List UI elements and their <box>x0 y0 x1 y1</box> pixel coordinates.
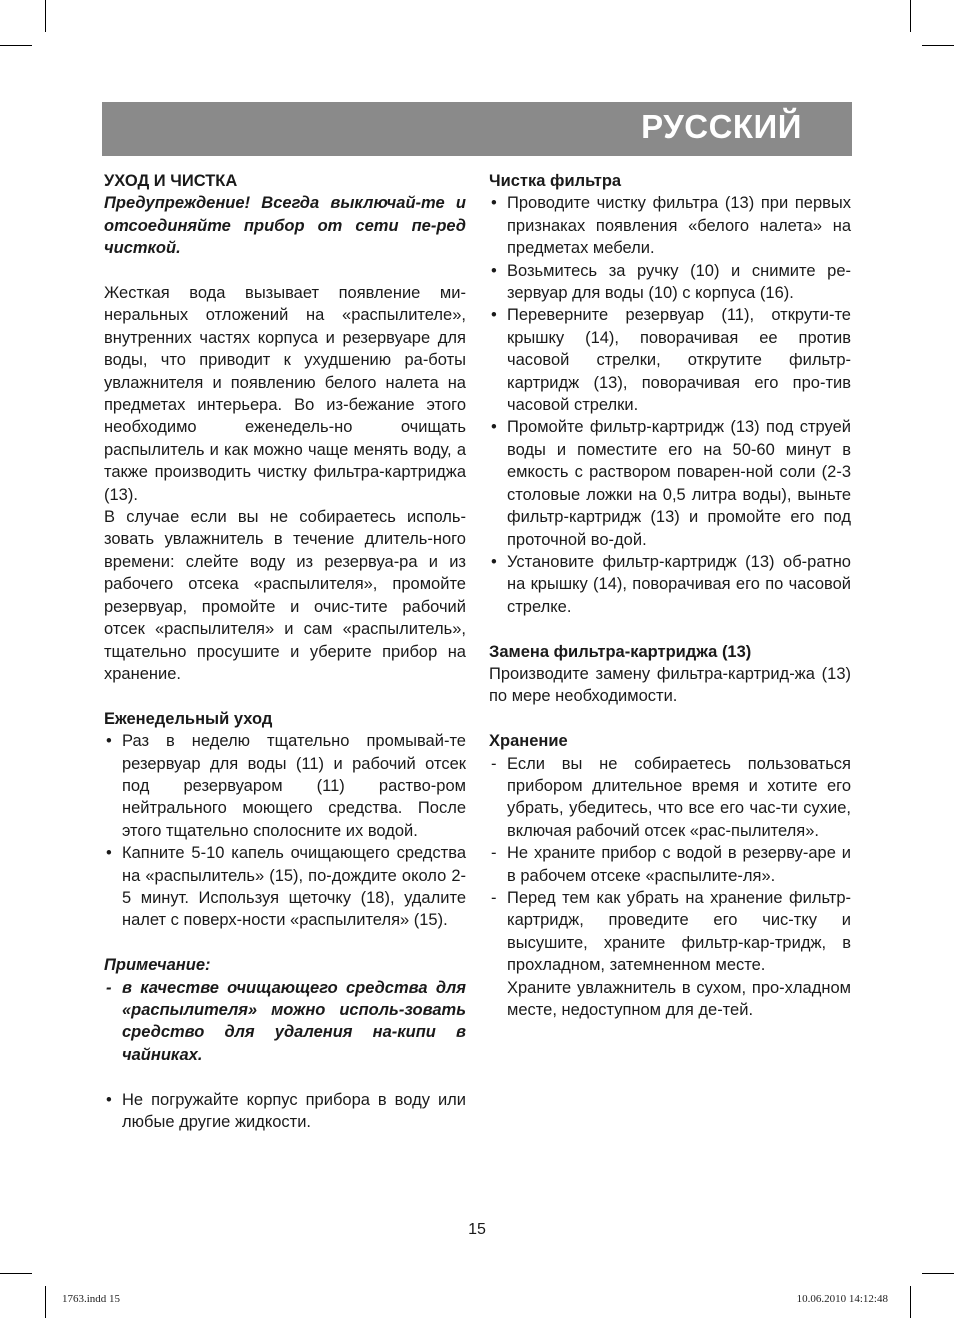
list-item: - Перед тем как убрать на хранение фильтр-картридж, проведите его чис-тку и высушите, храните фильтр-кар-тридж, в прохладном, затемненном месте. <box>491 888 851 975</box>
list-item: • Возьмитесь за ручку (10) и снимите ре-зервуар для воды (10) с корпуса (16). <box>491 261 851 303</box>
bullet-marker: • <box>491 418 497 437</box>
list-item: - в качестве очищающего средства для «распылителя» можно исполь-зовать средство для удаления на-кипи в чайниках. <box>106 978 466 1064</box>
storage-title: Хранение <box>489 732 568 751</box>
page-title: РУССКИЙ <box>641 108 802 145</box>
crop-mark <box>922 45 954 46</box>
left-column <box>104 170 466 1133</box>
list-item: • Не погружайте корпус прибора в воду или любые другие жидкости. <box>106 1090 466 1131</box>
list-item: • Проводите чистку фильтра (13) при первых признаках появления «белого налета» на предметах мебели. <box>491 194 851 258</box>
section-title: УХОД И ЧИСТКА <box>104 172 238 190</box>
list-item: • Установите фильтр-картридж (13) об-ратно на крышку (14), поворачивая его по часовой стрелке. <box>491 552 851 616</box>
list-item: • Капните 5-10 капель очищающего средства на «распылитель» (15), по-дождите около 2-5 минут. Используя щеточку (18), удалите налет с поверх-ности «распылителя» (15). <box>106 844 466 930</box>
bullet-marker: • <box>106 732 112 751</box>
language-banner <box>102 102 852 156</box>
bullet-marker: • <box>491 261 497 280</box>
file-slug: 1763.indd 15 <box>62 1293 121 1305</box>
filter-replacement-title: Замена фильтра-картриджа (13) <box>489 642 752 661</box>
note-list <box>104 977 466 1067</box>
bullet-marker: • <box>491 552 497 571</box>
date-slug: 10.06.2010 14:12:48 <box>796 1293 888 1305</box>
bullet-marker: • <box>106 1090 112 1109</box>
crop-mark <box>0 1273 32 1274</box>
dash-marker: - <box>491 754 497 773</box>
bullet-marker: • <box>491 306 497 325</box>
bullet-marker: • <box>106 844 112 863</box>
dash-marker: - <box>491 888 497 907</box>
warning-text: Предупреждение! Всегда выключай-те и отсоединяйте прибор от сети пе-ред чисткой. <box>104 194 466 258</box>
list-item: • Промойте фильтр-картридж (13) под струей воды и поместите его на 50-60 минут в емкость с раствором поварен-ной соли (2-3 столовые ложки на 0,5 литра воды), выньте фильтр-картридж (13) и промойте его под проточной во-дой. <box>491 418 851 549</box>
crop-mark <box>910 1286 911 1318</box>
warning-list <box>104 1089 466 1134</box>
paragraph: В случае если вы не собираетесь исполь-зовать увлажнитель в течение длитель-ного времени: слейте воду из резервуа-ра и из рабочего отсека «распылителя», промойте резервуар, промойте и очис-тите рабочий отсек «распылителя» и сам «распылитель», тщательно просушите и уберите прибор на хранение. <box>104 508 466 683</box>
crop-mark <box>922 1273 954 1274</box>
paragraph: Производите замену фильтра-картрид-жа (13) по мере необходимости. <box>489 664 851 706</box>
crop-mark <box>910 0 911 32</box>
list-item: • Раз в неделю тщательно промывай-те резервуар для воды (11) и рабочий отсек под резервуаром (11) раство-ром нейтрального моющего средства. После этого тщательно сполосните их водой. <box>106 732 466 840</box>
crop-mark <box>45 0 46 32</box>
weekly-care-list <box>104 730 466 932</box>
page-number: 15 <box>468 1221 486 1238</box>
filter-cleaning-title: Чистка фильтра <box>489 172 622 190</box>
storage-final-text: Храните увлажнитель в сухом, про-хладном месте, недоступном для де-тей. <box>507 978 851 1019</box>
bullet-marker: • <box>491 194 497 213</box>
list-item: - Не храните прибор с водой в резерву-аре и в рабочем отсеке «распылите-ля». <box>491 844 851 885</box>
crop-mark <box>0 45 32 46</box>
paragraph: Жесткая вода вызывает появление ми-неральных отложений на «распылителе», внутренних частях корпуса и резервуаре для воды, что приводит к ухудшению ра-боты увлажнителя и появлению белого налета на предметах интерьера. Во из-бежание этого необходимо еженедель-но очищать распылитель и как можно чаще менять воду, а также производить чистку фильтра-картриджа (13). <box>104 284 466 504</box>
right-column <box>489 170 851 1021</box>
weekly-care-title: Еженедельный уход <box>104 709 273 728</box>
dash-marker: - <box>491 844 497 863</box>
list-item: - Если вы не собираетесь пользоваться прибором длительное время и хотите его убрать, убедитесь, что все его час-ти сухие, включая рабочий отсек «рас-пылителя». <box>491 754 851 840</box>
storage-list <box>489 753 851 977</box>
filter-cleaning-list <box>489 192 851 618</box>
dash-marker: - <box>106 978 112 997</box>
list-item: • Переверните резервуар (11), открути-те крышку (14), поворачивая ее против часовой стрелки, открутите фильтр-картридж (13), поворачивая его про-тив часовой стрелки. <box>491 306 851 415</box>
note-title: Примечание: <box>104 956 211 975</box>
crop-mark <box>45 1286 46 1318</box>
